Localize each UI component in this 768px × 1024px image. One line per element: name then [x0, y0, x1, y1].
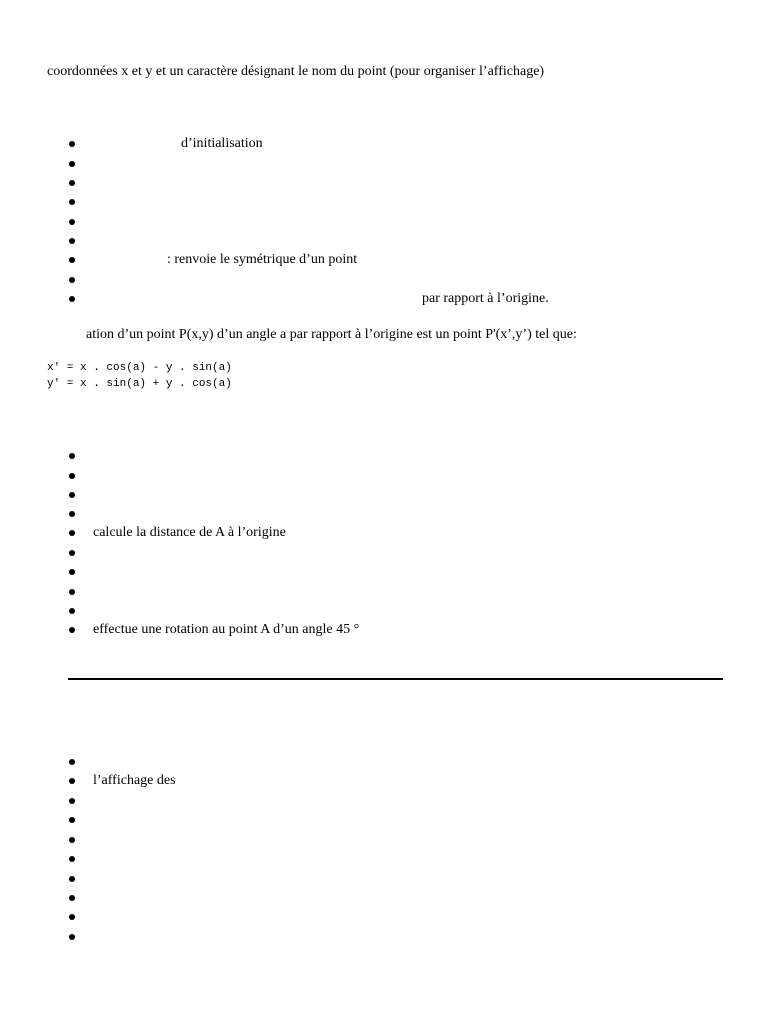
list-bullet [69, 453, 75, 459]
list-bullet [69, 161, 75, 167]
list-bullet [69, 914, 75, 920]
list-bullet [69, 589, 75, 595]
list-bullet [69, 473, 75, 479]
list-bullet [69, 876, 75, 882]
list-item-initialisation: d’initialisation [181, 136, 263, 151]
list-bullet [69, 550, 75, 556]
list-bullet [69, 934, 75, 940]
list-bullet [69, 627, 75, 633]
rotation-text: ation d’un point P(x,y) d’un angle a par rapport à l’origine est un point P'(x’,y’) tel que: [86, 327, 577, 342]
list-item-distance: calcule la distance de A à l’origine [93, 525, 286, 540]
intro-text: coordonnées x et y et un caractère désignant le nom du point (pour organiser l’affichage) [47, 64, 545, 79]
list-item-rotation: effectue une rotation au point A d’un angle 45 ° [93, 622, 360, 637]
list-bullet [69, 180, 75, 186]
list-bullet [69, 895, 75, 901]
list-bullet [69, 798, 75, 804]
list-bullet [69, 569, 75, 575]
list-bullet [69, 219, 75, 225]
list-item-origine: par rapport à l’origine. [422, 291, 549, 306]
list-bullet [69, 492, 75, 498]
list-bullet [69, 141, 75, 147]
list-item-symetrique: : renvoie le symétrique d’un point [167, 252, 358, 267]
list-bullet [69, 778, 75, 784]
list-bullet [69, 837, 75, 843]
list-bullet [69, 856, 75, 862]
list-bullet [69, 199, 75, 205]
list-bullet [69, 759, 75, 765]
list-bullet [69, 608, 75, 614]
formula-x: x' = x . cos(a) - y . sin(a) [47, 362, 232, 374]
list-item-affichage: l’affichage des [93, 773, 176, 788]
list-bullet [69, 277, 75, 283]
list-bullet [69, 296, 75, 302]
horizontal-rule [68, 678, 723, 680]
list-bullet [69, 257, 75, 263]
list-bullet [69, 511, 75, 517]
list-bullet [69, 530, 75, 536]
list-bullet [69, 238, 75, 244]
list-bullet [69, 817, 75, 823]
formula-y: y' = x . sin(a) + y . cos(a) [47, 378, 232, 390]
